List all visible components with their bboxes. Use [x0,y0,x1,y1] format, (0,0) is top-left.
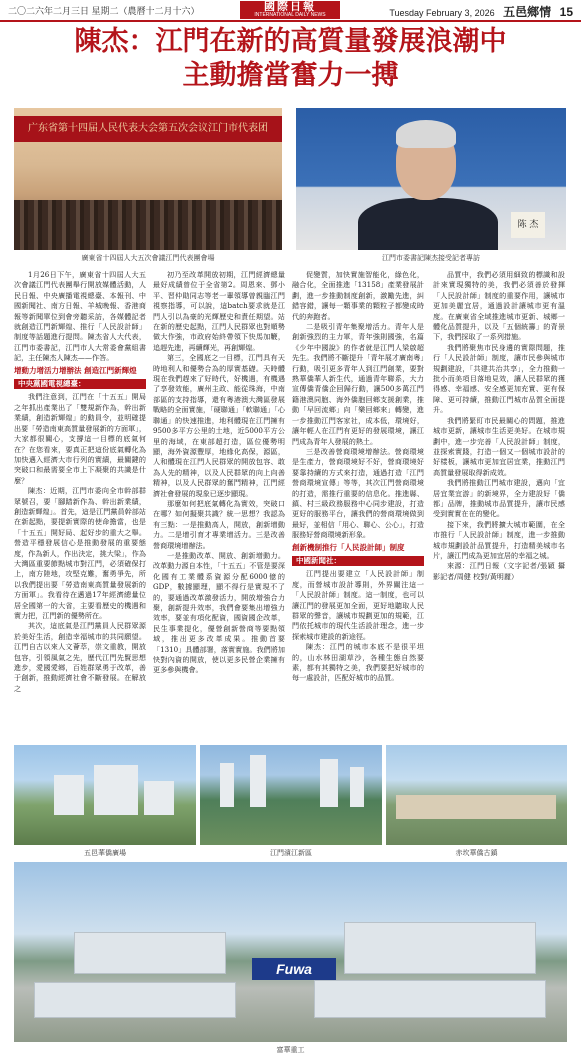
article-paragraph: 一是推動改革、開放、創新增動力。改革動力源自本性，「十五五」不管是要深化國有工業體系資源分配6000億的GDP，數據顯理，顯不得行是實現不了的，要通過改革激發活力，開放增強合力聚，創新提升效率，我們會要集出增強力效率，要並有項化配資，國資國企改革，民生事業提化，優營創新營商等要點領域，推出更多改革成果。推動首要「1310」具體部署，落實實施。我們將加快對內資的開放，使以更多民營企業擁有更多參與機會。 [153,550,285,675]
article-paragraph: 我們將緊盯市民最關心的問題，推進城市更新，讓城市生活更美好。在城市規劃中，進一步完善「人民設計師」制度，並探索實踐，打造一個又一個城市設計的好樣板，讓城市更加宜居宜業，推動江門高質量發展取得新成效。 [433,415,565,477]
building-shape [94,765,138,815]
masthead-date-en: Tuesday February 3, 2026 [389,8,495,18]
building-shape [320,759,338,807]
article-paragraph: 三是改善營商環境增辦法。營商環境是生產力，營商環境好不好，營商環境好要靠持續的方式來打造，通過打造「江門營商環境宣傳」等等，其次江門營商環境的打造，需推行重要的信息化。推進縣、鎮、村三級政務服務中心同步建設，打造更好的服務平台，讓我們的營商環境做到最好，並相信「用心、聯心、公心」，打造服務好營商環境新形象。 [292,446,424,540]
article-paragraph: 品質中，我們必須用細致的標識和設計來實現獨特的美，我們必須善於發揮「人民設計師」制度的重要作用，讓城市更加美麗宜居，通過設計讓城市更有溫度。在廣東省全域推進城市更新、城鄉一體化品質提升，以及「五個統籌」的背景下，我們採取了一系列措施。 [433,270,565,342]
article-paragraph: 初乃至改革開放初期，江門經濟總量最好成績曾位于全省第2。周恩來、鄧小平、習仲勛同志等老一輩領導曾親臨江門視察指導，可以說，這batch要求就是江門人引以為豪的光輝歷史和責任期望。站在新的歷史起點，江門人民群眾也對順勢做大作強，市政府始終帶領下快馬加鞭，追趕先進，再續輝光，再創輝煌。 [153,270,285,352]
factory-hall-shape [74,932,226,974]
article-paragraph: 其次，這底氣是江門黨員人民群眾源於美好生活，創造幸福城市的共同願望。江門自古以來人文薈萃，崇文重教，開放包容，引領風氣之先，歷代江門先賢思想進步，愛國愛鄉，百姓群眾勇于改革，善于創新，推動經濟社會不斷發展。在解放之 [14,621,146,693]
photo-caption-square: 五邑華僑廣場 [84,849,126,857]
masthead-date-cn: 二〇二六年二月三日 星期二（農曆十二月十六） [8,6,200,16]
article-paragraph: 接下來，我們將擴大城市範圍，在全市推行「人民設計師」制度，進一步推動城市規劃設計品質提升，打造精美城市名片，讓江門成為更加宜居的幸福之城。 [433,519,565,560]
article-paragraph: 1月26日下午，廣東省十四屆人大五次會議江門代表團舉行開放媒體活動，人民日報、中央廣播電視總臺、本報刊、中國新聞社、南方日報、羊城晚報、香港商報等新聞單位到會旁聽采訪，各媒體記者就創造江門新輝煌、推行「人民設計師」制度等話題進行提問。陳杰省人大代表，江門市委書記，江門市人大常委會黨組書記，主任陳杰人陳杰——作答。 [14,270,146,363]
article-paragraph: 我們將推動江門城市建設，邁向「宜居宜業宜游」的新境界，全力建設好「僑都」品牌，推動城市品質提升，讓市民感受到實實在在的變化。 [433,478,565,519]
portrait-hair [396,120,456,148]
headline-line-2: 主動擔當奮力一搏 [182,60,399,91]
wuyi-square-photo [14,745,196,845]
logo-text-cn: 國際日報 [264,0,316,13]
section-subheading: 創新機制推行「人民設計師」制度 [292,542,405,552]
arcade-street-shape [396,795,556,819]
article-paragraph: 第三，全國底之一目標，江門具有天時地利人和優勢合為的厚實基礎。天時體現在我們趕來了好時代，好機遇，有機遇了享發效能，廣州主政、能從珠海，中南部區的支持指導，還有粵港澳大灣區發展戰略的全面實施，「硬聯通」「軟聯通」「心聯通」的快速推進，地利體現在江門擁有9500多平方公里的土地，近5000平方公里的海域，在東部超打造，區位優勢明顯，海外資源豐厚，地緣化高保，源區，人和體現在江門人民群眾的開放包容、敢為人先的精神，以及人民群眾的向上向善精神，以及人民群眾的奮鬥精神，江門經濟社會發展的現象已逐步顯現。 [153,353,285,498]
photo-caption-binjiang: 江門濱江新區 [270,849,312,857]
page-number: 15 [559,5,573,19]
chikan-town-photo [386,745,567,845]
fuwa-factory-photo [14,862,567,1042]
article-paragraph: 那麼如何把底氣轉化為實效，突破口在哪？如何擬聚共識？統一思想？我認為有三點：一是推動高人，開放，創新增動力。二是增引育才專業增活力。三是改善營商環境增辦法。 [153,498,285,550]
photo-caption-portrait: 江門市委書記陳杰接受記者專訪 [382,254,480,262]
portrait-suit [358,198,498,250]
masthead [0,0,581,22]
article-column-3 [292,270,424,740]
section-name: 五邑鄉情 [503,5,552,19]
congress-hall-photo [14,108,282,250]
photo-caption-chikan: 赤坎華僑古鎮 [455,849,498,857]
headline-line-1: 陳杰：江門在新的高質量發展浪潮中 [74,26,507,57]
interviewer-label: 中央黨國電視總臺： [14,379,146,389]
congress-banner: 广东省第十四届人民代表大会第五次会议江门市代表团 [14,116,282,142]
article-paragraph: 我們將聚焦市民身邊的實際問題，推行「人民設計師」制度，讓市民參與城市規劃建設，「共建共治共享」，全力推動一批小而美項目落地見效，讓人民群眾的獲得感、幸福感、安全感更加充實、更有保障、更可持續，推動江門城市品質全面提升。 [433,342,565,415]
photo-caption-fuwa: 富華重工 [276,1046,305,1054]
interviewer-label: 中國新聞社： [292,556,424,566]
article-paragraph: 我們注意到，江門在「十五五」開局之年抓出產業出了「雙規新作為，幹出新業績，創造新輝煌」的動員令，並明確提出要「勞造南東高質量發展新的方面軍」，大家都很關心，支撐這一目標的底氣何在？在您看來，要真正把這份底氣轉化為加快邁入經濟大市行列的實績，最關鍵的突破口和最需要全市上下凝聚的共識是什麼？ [14,392,146,485]
logo-text-en: INTERNATIONAL DAILY NEWS [254,12,326,18]
article-headline [0,25,581,93]
fuwa-sign: Fuwa [252,958,336,980]
factory-hall-shape [314,980,546,1018]
article-paragraph: 陳杰：江門的城市本底不是很平坦的，山水林田湖草沙，各種生態自然要素，都有其獨特之美，我們要把好城市的每一處設計，匹配好城市的品質。 [292,642,424,683]
photo-caption-congress: 廣東省十四屆人大五次會議江門代表團會場 [81,254,215,262]
building-shape [144,781,174,815]
building-shape [250,755,266,807]
newspaper-logo [240,1,340,19]
article-column-1 [14,270,146,740]
masthead-right [389,3,573,20]
factory-hall-shape [34,982,236,1018]
article-paragraph: 來源：江門日報（文字記者/張穎 攝影記者/周健 校對/黃明麗） [433,561,565,581]
factory-hall-shape [344,922,536,974]
audience-rows [14,200,282,250]
building-shape [350,767,364,807]
article-paragraph: 二是吸引青年集聚增活力。青年人是創新強烈的主力軍，青年強則國強，名篇《少年中國說》的作者就是江門人梁啟超先生。我們將不斷提升「青年展才廣南粵」行動，吸引更多青年人到江門創業，要對熟華僑華人新生代，通過青年聯系，大力宣傳僑青僑企回歸行動，讓500多萬江門籍港澳同胞、海外僑胞回鄉支援創業，推動「早回流鄉」向「樂回鄉來」轉變，進一步推動江門客家社，成本低，環境好，讓年輕人在江門有更好的發展環境，讓江門成為青年人發展的熱土。 [292,322,424,446]
building-shape [220,763,234,807]
binjiang-district-photo [200,745,382,845]
article-paragraph: 促變質，加快實施智能化，綠色化，融合化，全面推進「13158」產業發展計劃，進一步推動制度創新，激勵先進，糾錯容錯，讓每一顆事業的顆粒子都變成時代的奔跑者。 [292,270,424,321]
article-paragraph: 陳杰：近期，江門市委向全市幹部群眾號召，要「腳踏新作為、幹出新業績，創造新輝煌」。首先，這是江門黨員幹部站在新起點，要提新實際的使命擔當，也是「十五五」開好局、起好步的重大之舉。營造平穩發展信心是推動發展的重要態度，作為新人，作出決定，挑大梁」，作為大灣區重要節點城市對江門，必須確保打上，南方陸地，攻堅克難，奮勇爭先，所以我們提出要「勞造南東高質量發展新的方面軍」。我看待在邁過17年經濟總量位居全國第一的大省，主要看歷史的機遇和實力把，江門新的優勢所在。 [14,486,146,620]
building-shape [54,775,84,815]
article-paragraph: 江門提出要建立「人民設計師」制度，而營城市設計導則，外界關注這一「人民設計師」制度。這一制度，也可以讓江門的發展更加全面，更好地聽取人民群眾的聲音，讓城市規劃更加的規範，江門依托城市的現代生活設計理念，進一步探索城市建設的新途徑。 [292,569,424,641]
name-plate: 陈 杰 [511,212,545,238]
article-column-4 [433,270,565,740]
section-subheading: 增動力增活力增辦法 創造江門新輝煌 [14,365,137,375]
article-column-2 [153,270,285,740]
chenjie-portrait-photo [296,108,566,250]
